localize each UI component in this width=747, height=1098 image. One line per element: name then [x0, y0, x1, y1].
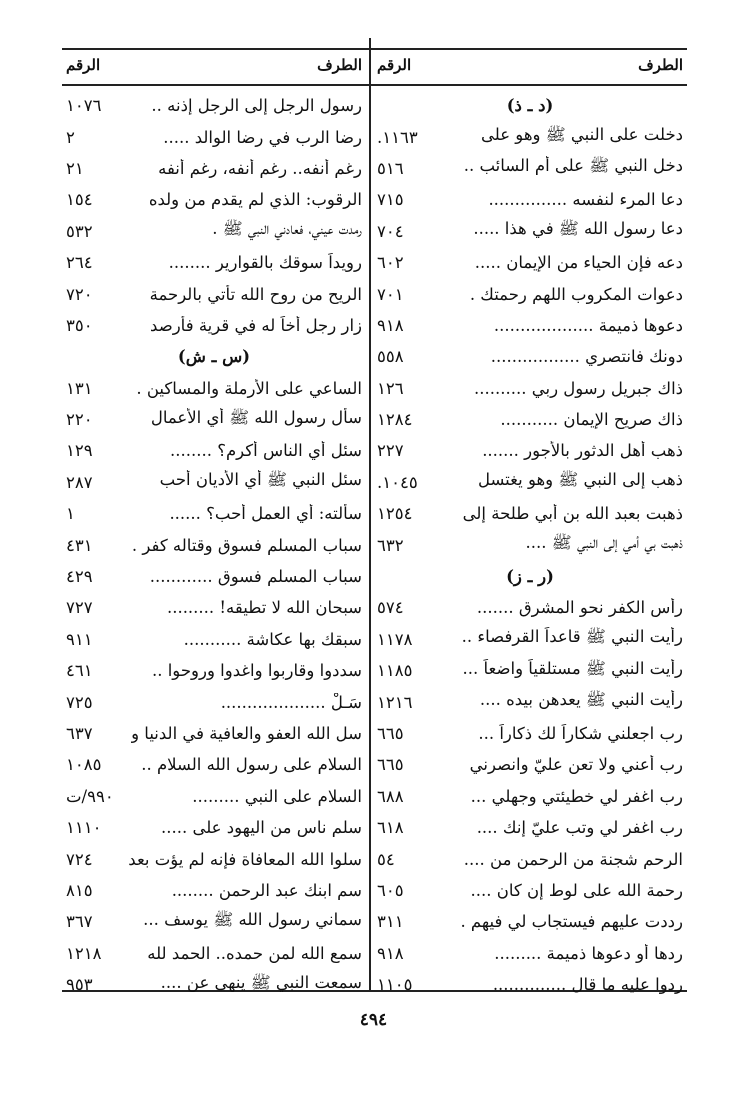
entry-number: ٢٦٤: [66, 253, 93, 273]
entry-number: ١١٦٣.: [377, 127, 418, 147]
entry-text: رحمة الله على لوط إن كان ....: [470, 880, 683, 900]
entry-number: ١١٨٥: [377, 661, 413, 681]
entry-number: ١٢٩: [66, 441, 93, 461]
entry-text: سماني رسول الله ﷺ يوسف ...: [143, 909, 362, 929]
entry-text: دخلت على النبي ﷺ وهو على: [480, 125, 683, 145]
entry-text: ردها أو دعوها ذميمة .........: [494, 943, 683, 963]
index-entry: [62, 467, 366, 498]
entry-text: سددوا وقاربوا واغدوا وروحوا ..: [151, 661, 362, 681]
entry-number: ٧٢٤: [66, 849, 93, 869]
entry-number: ٧٢٧: [66, 598, 93, 618]
entry-number: ٣٥٠: [66, 315, 93, 335]
index-entry: [373, 624, 687, 655]
index-entry: [62, 561, 366, 592]
entry-text: سأل رسول الله ﷺ أي الأعمال: [150, 407, 362, 427]
index-entry: [373, 843, 687, 874]
entry-number: ١٥٤: [66, 190, 93, 210]
index-entry: [373, 718, 687, 749]
entry-text: ذاك صريح الإيمان ...........: [500, 410, 683, 430]
entry-text: الريح من روح الله تأتي بالرحمة: [149, 284, 362, 304]
entry-text: ذهب إلى النبي ﷺ وهو يغتسل: [477, 470, 683, 490]
entry-number: ٦٣٧: [66, 724, 93, 743]
index-entry: [373, 435, 687, 466]
entry-text: الرحم شجنة من الرحمن من ....: [463, 849, 683, 869]
entry-text: الرقوب: الذي لم يقدم من ولده: [148, 190, 362, 210]
index-entry: [373, 373, 687, 404]
index-entry: [62, 529, 366, 560]
entry-number: ٨١٥: [66, 880, 93, 900]
entry-number: ٩٩٠/ت: [66, 786, 114, 806]
index-entry: [373, 592, 687, 623]
entry-number: ٧٢٠: [66, 284, 93, 304]
entry-text: دعا رسول الله ﷺ في هذا .....: [473, 219, 683, 239]
entry-number: ١٠٨٥: [66, 755, 102, 775]
index-entry: [373, 121, 687, 152]
entry-text: سباب المسلم فسوق وقتاله كفر .: [131, 535, 362, 555]
entry-text: زار رجل أخاً له في قرية فأرصد: [150, 315, 362, 335]
entry-text: رب اجعلني شكاراً لك ذكاراً ...: [478, 724, 683, 743]
entry-number: ٦٣٢: [377, 535, 404, 555]
index-entry: [62, 121, 366, 152]
entry-number: ٦١٨: [377, 818, 404, 838]
index-entry: [373, 467, 687, 498]
entry-number: ٢١: [66, 158, 84, 178]
index-entry: [373, 216, 687, 247]
entry-text: دعه فإن الحياء من الإيمان .....: [474, 253, 683, 273]
index-entry: [373, 812, 687, 843]
entry-number: ٦٠٥: [377, 880, 404, 900]
entry-text: سئل أي الناس أكرم؟ ........: [169, 441, 362, 461]
index-entry: [62, 310, 366, 341]
section-heading: (د ـ ذ): [506, 96, 554, 116]
index-entry: [62, 749, 366, 780]
entry-number: ٧١٥: [377, 190, 404, 210]
entry-text: دعا المرء لنفسه ...............: [488, 190, 683, 210]
entry-number: ٢٨٧: [66, 472, 93, 492]
index-entry: [373, 184, 687, 215]
entry-text: دعوات المكروب اللهم رحمتك .: [469, 284, 683, 304]
entry-number: ٥٥٨: [377, 347, 404, 367]
index-entry: [62, 216, 366, 247]
index-entry: [373, 153, 687, 184]
entry-number: ٩١٨: [377, 943, 404, 963]
entry-text: رضا الرب في رضا الوالد .....: [163, 127, 362, 147]
index-entry: [373, 781, 687, 812]
entry-number: ٧٠١: [377, 284, 404, 304]
index-entry: [373, 655, 687, 686]
entry-number: ١١٠٥: [377, 975, 413, 995]
entry-number: ٥٤: [377, 849, 395, 869]
entry-text: سمعت النبي ﷺ ينهى عن ....: [160, 972, 362, 992]
section-heading: (س ـ ش): [177, 347, 251, 367]
left-column-rows: [62, 90, 366, 1000]
index-entry: [373, 278, 687, 309]
entry-number: ٤٣١: [66, 535, 93, 555]
index-entry: [62, 90, 366, 121]
column-divider: [369, 38, 371, 990]
index-entry: [373, 749, 687, 780]
entry-text: سم ابنك عبد الرحمن ........: [171, 880, 362, 900]
index-entry: [62, 686, 366, 717]
index-entry: [62, 184, 366, 215]
entry-text: ذهب أهل الدثور بالأجور .......: [482, 441, 683, 461]
entry-number: ١٢٨٤: [377, 410, 413, 430]
entry-text: رب اغفر لي وتب عليّ إنك ....: [476, 818, 683, 838]
entry-number: ٦٦٥: [377, 755, 404, 775]
entry-text: رددت عليهم فيستجاب لي فيهم .: [460, 912, 683, 932]
index-entry: [373, 341, 687, 372]
index-entry: [62, 624, 366, 655]
entry-text: سمع الله لمن حمده.. الحمد لله: [147, 943, 362, 963]
right-column-header: [373, 50, 687, 80]
entry-text: رأيت النبي ﷺ قاعداً القرفصاء ..: [461, 627, 683, 647]
entry-number: ٣١١: [377, 912, 404, 932]
entry-number: ١٠٤٥.: [377, 472, 418, 492]
entry-number: ٩٥٣: [66, 975, 93, 995]
section-heading: (ر ـ ز): [506, 567, 554, 587]
entry-number: ١٢٦: [377, 378, 404, 398]
index-entry: [62, 373, 366, 404]
index-entry: [62, 592, 366, 623]
entry-number: ٢: [66, 127, 75, 147]
index-entry: [62, 812, 366, 843]
header-left-label: الطرف: [638, 56, 683, 74]
entry-number: ٥٣٢: [66, 221, 93, 241]
entry-number: ١٢١٦: [377, 692, 413, 712]
index-entry: [373, 875, 687, 906]
entry-number: ١١٧٨: [377, 629, 413, 649]
entry-text: دونك فانتصري .................: [490, 347, 683, 367]
entry-text: سألته: أي العمل أحب؟ ......: [169, 504, 362, 524]
entry-text: رب اغفر لي خطيئتي وجهلي ...: [470, 786, 683, 806]
index-entry: [62, 278, 366, 309]
entry-number: ١٢٥٤: [377, 504, 413, 524]
entry-text: رأيت النبي ﷺ يعدهن بيده ....: [479, 690, 683, 710]
entry-text: ذهبت بي أمي إلى النبي ﷺ ....: [525, 533, 683, 553]
index-entry: [62, 498, 366, 529]
entry-number: ٤٢٩: [66, 567, 93, 587]
index-entry: [62, 969, 366, 1000]
page-number: ٤٩٤: [359, 1010, 388, 1030]
entry-text: سبحان الله لا تطيقه! .........: [166, 598, 362, 618]
entry-number: ٣٦٧: [66, 912, 93, 932]
right-column-rows: [373, 90, 687, 1000]
entry-number: ١٢١٨: [66, 943, 102, 963]
entry-number: ٧٢٥: [66, 692, 93, 712]
entry-number: ٥٧٤: [377, 598, 404, 618]
entry-text: سبقك بها عكاشة ...........: [183, 629, 362, 649]
entry-text: رمدت عيني، فعادني النبي ﷺ .: [212, 219, 362, 239]
index-entry: [62, 718, 366, 749]
index-entry: [373, 969, 687, 1000]
entry-text: سلوا الله المعافاة فإنه لم يؤت بعد: [128, 849, 362, 869]
entry-number: ٤٦١: [66, 661, 93, 681]
index-entry: [373, 498, 687, 529]
index-entry: [373, 404, 687, 435]
entry-text: سَـلْ ....................: [220, 692, 362, 712]
entry-number: ١٠٧٦: [66, 96, 102, 116]
entry-text: رويداً سوقك بالقوارير ........: [168, 253, 362, 273]
index-entry: [62, 938, 366, 969]
right-column: [373, 50, 687, 1000]
entry-text: رب أعني ولا تعن عليّ وانصرني: [469, 755, 683, 775]
index-entry: [62, 655, 366, 686]
index-entry: [62, 843, 366, 874]
index-entry: [62, 875, 366, 906]
entry-number: ٩١١: [66, 629, 93, 649]
index-entry: [373, 310, 687, 341]
index-entry: [62, 435, 366, 466]
entry-text: ردوا عليه ما قال ..............: [492, 975, 683, 995]
left-column: [62, 50, 366, 1000]
entry-text: سلم ناس من اليهود على .....: [160, 818, 362, 838]
entry-text: سباب المسلم فسوق ............: [149, 567, 362, 587]
entry-text: رأس الكفر نحو المشرق .......: [476, 598, 683, 618]
index-entry: [373, 686, 687, 717]
entry-text: الساعي على الأرملة والمساكين .: [136, 378, 362, 398]
entry-number: ١: [66, 504, 75, 524]
index-entry: [62, 153, 366, 184]
index-entry: [373, 938, 687, 969]
entry-number: ٦٠٢: [377, 253, 404, 273]
entry-text: سل الله العفو والعافية في الدنيا و: [131, 724, 362, 743]
entry-number: ٦٨٨: [377, 786, 404, 806]
header-left-label: الطرف: [317, 56, 362, 74]
index-entry: [373, 906, 687, 937]
entry-number: ٩١٨: [377, 315, 404, 335]
entry-text: رسول الرجل إلى الرجل إذنه ..: [151, 96, 362, 116]
entry-text: رأيت النبي ﷺ مستلقياً واضعاً ...: [462, 658, 683, 678]
header-right-label: الرقم: [66, 56, 101, 74]
entry-number: ٢٢٠: [66, 410, 93, 430]
entry-text: ذهبت بعبد الله بن أبي طلحة إلى: [462, 504, 683, 524]
entry-text: دعوها ذميمة ...................: [493, 315, 683, 335]
entry-number: ١١١٠: [66, 818, 102, 838]
index-entry: [62, 906, 366, 937]
index-entry: [62, 781, 366, 812]
entry-text: السلام على النبي .........: [192, 786, 362, 806]
entry-number: ٥١٦: [377, 158, 404, 178]
index-entry: [373, 529, 687, 560]
entry-text: السلام على رسول الله السلام ..: [141, 755, 362, 775]
entry-text: ذاك جبريل رسول ربي ..........: [474, 378, 683, 398]
entry-number: ٧٠٤: [377, 221, 404, 241]
index-entry: [62, 404, 366, 435]
index-entry: [373, 247, 687, 278]
index-entry: [62, 247, 366, 278]
entry-text: دخل النبي ﷺ على أم السائب ..: [463, 156, 683, 176]
entry-number: ٦٦٥: [377, 724, 404, 743]
entry-number: ٢٢٧: [377, 441, 404, 461]
entry-number: ١٣١: [66, 378, 93, 398]
entry-text: رغم أنفه.. رغم أنفه، رغم أنفه: [158, 158, 362, 178]
left-column-header: [62, 50, 366, 80]
entry-text: سئل النبي ﷺ أي الأديان أحب: [159, 470, 362, 490]
header-right-label: الرقم: [377, 56, 412, 74]
